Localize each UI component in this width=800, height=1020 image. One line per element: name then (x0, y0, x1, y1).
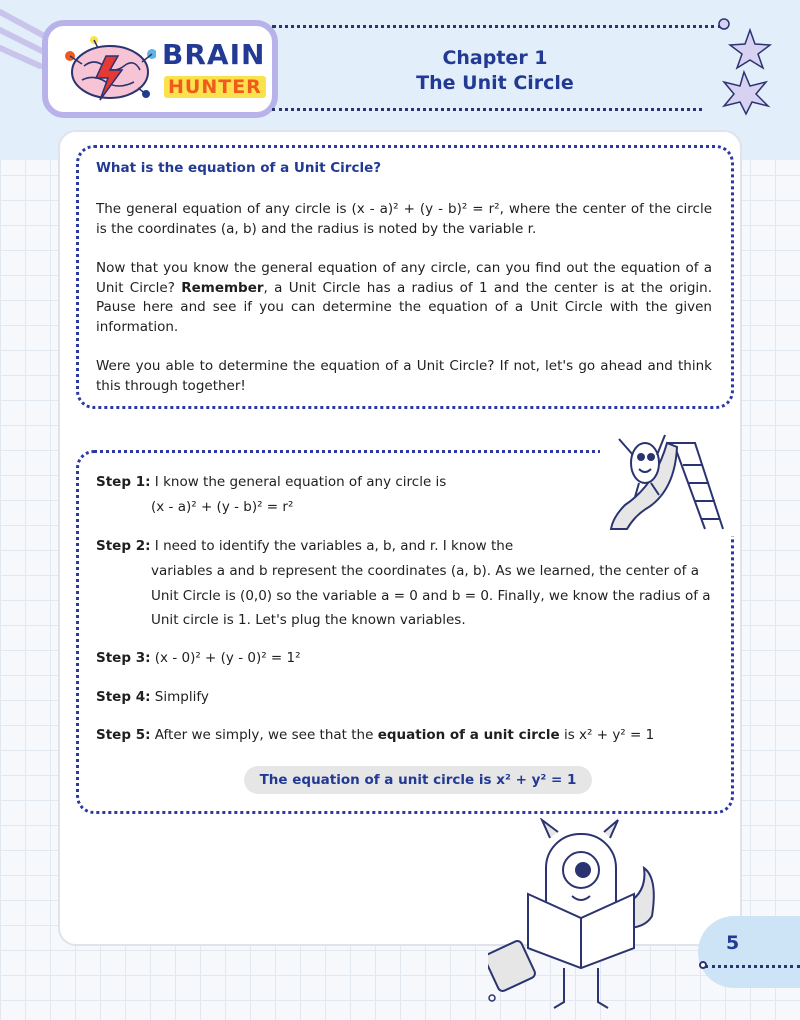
page-tab (698, 916, 800, 988)
step-2: Step 2: I need to identify the variables a, b, and r. I know the (96, 538, 514, 554)
step-1-equation: (x - a)² + (y - b)² = r² (151, 499, 294, 515)
page-dotted-line (705, 965, 800, 968)
chapter-title: The Unit Circle (416, 72, 574, 94)
header-dotted-line (272, 25, 722, 28)
header-dotted-line (272, 108, 702, 111)
brain-icon (64, 36, 156, 106)
step-5: Step 5: After we simply, we see that the equation of a unit circle is x² + y² = 1 (96, 727, 655, 743)
logo-text-brain: BRAIN (162, 38, 266, 71)
brain-hunter-logo (42, 20, 278, 118)
reading-monster-illustration (488, 818, 674, 1018)
step-3: Step 3: (x - 0)² + (y - 0)² = 1² (96, 650, 301, 666)
intro-paragraph-2: Now that you know the general equation of any circle, can you find out the equation of a Unit Circle? Remember, a Unit Circle has a radius of 1 and the center is at the origin. Pause here and see if you can determine the equation of a Unit Circle with the given information. (96, 260, 712, 335)
question-heading: What is the equation of a Unit Circle? (96, 160, 382, 176)
step-4: Step 4: Simplify (96, 689, 209, 705)
chapter-label: Chapter 1 (442, 47, 548, 69)
intro-paragraph-3: Were you able to determine the equation of a Unit Circle? If not, let's go ahead and think this through together! (96, 358, 712, 394)
answer-pill: The equation of a unit circle is x² + y² = 1 (244, 766, 592, 794)
slide-monster-illustration (605, 425, 740, 537)
step-1: Step 1: I know the general equation of any circle is (96, 474, 447, 490)
intro-paragraph-1: The general equation of any circle is (x - a)² + (y - b)² = r², where the center of the circle is the coordinates (a, b) and the radius is noted by the variable r. (96, 201, 712, 237)
page-number: 5 (726, 932, 740, 954)
logo-text-hunter: HUNTER (164, 76, 266, 98)
star-decoration-icon (706, 12, 782, 116)
step-2-continuation: variables a and b represent the coordinates (a, b). As we learned, the center of a Unit Circle is (0,0) so the variable a = 0 and b = 0. Finally, we know the radius of a Unit circle is 1. Let's plug the known variables. (151, 563, 711, 628)
page-dot-marker (699, 961, 707, 969)
